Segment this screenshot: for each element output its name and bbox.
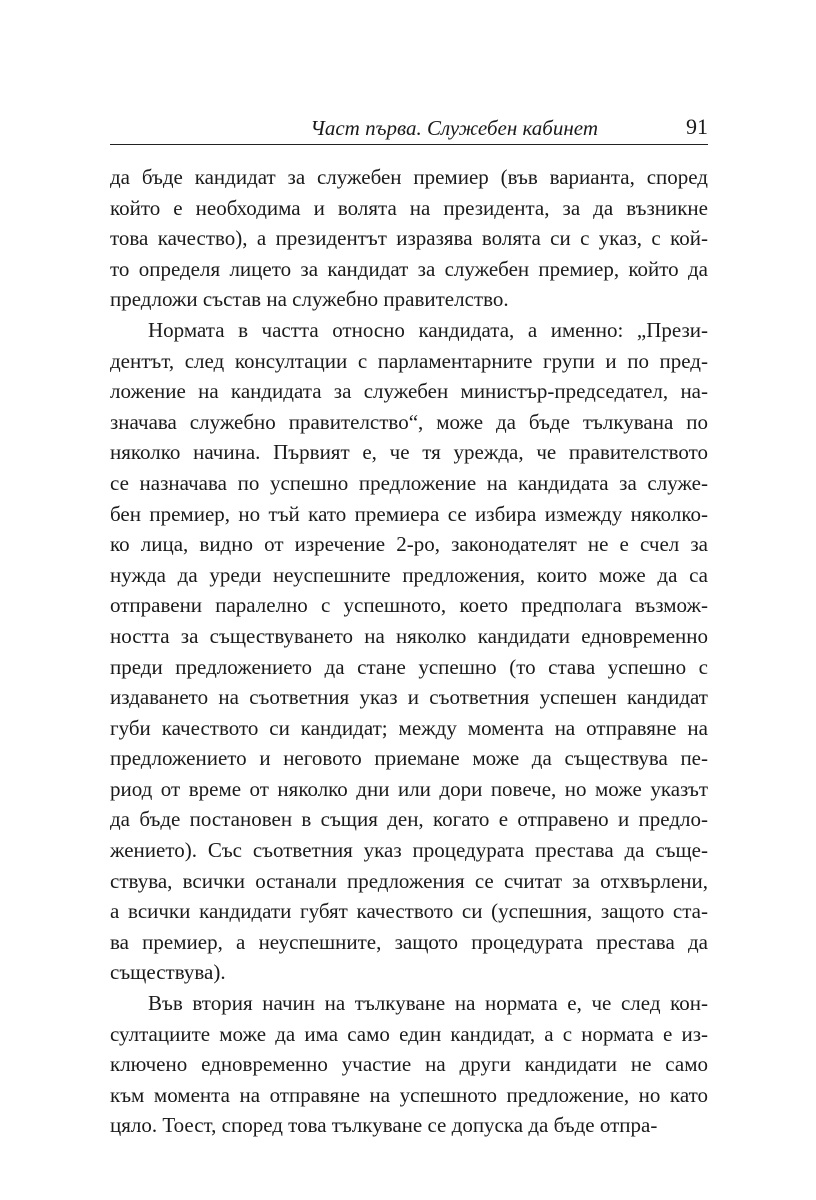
- text-line: отправени паралелно с успешното, което предполага възмож-: [110, 593, 708, 618]
- text-line: жението). Със съответния указ процедурата престава да съще-: [110, 838, 708, 863]
- text-line: цяло. Тоест, според това тълкуване се допуска да бъде отпра-: [110, 1113, 658, 1138]
- text-line: султациите може да има само един кандидат, а с нормата е из-: [110, 1021, 708, 1046]
- text-line: значава служебно правителство“, може да бъде тълкувана по: [110, 409, 708, 434]
- text-line: ствува, всички останали предложения се считат за отхвърлени,: [110, 868, 708, 893]
- text-line: издаването на съответния указ и съответния успешен кандидат: [110, 685, 708, 710]
- running-header: [110, 112, 708, 145]
- text-line: към момента на отправяне на успешното предложение, но като: [110, 1082, 708, 1107]
- text-line: ключено едновременно участие на други кандидати не само: [110, 1052, 708, 1077]
- text-line: а всички кандидати губят качеството си (успешния, защото ста-: [110, 899, 708, 924]
- text-line: няколко начина. Първият е, че тя урежда, че правителството: [110, 440, 708, 465]
- text-line: дентът, след консултации с парламентарните групи и по пред-: [110, 348, 708, 373]
- text-line: да бъде кандидат за служебен премиер (във варианта, според: [110, 165, 708, 189]
- text-line: съществува).: [110, 960, 226, 985]
- text-line: това качество), а президентът изразява волята си с указ, с кой-: [110, 226, 708, 251]
- body-text: [110, 162, 708, 1141]
- text-line: риод от време от няколко дни или дори повече, но може указът: [110, 776, 708, 801]
- text-line: предложението и неговото приемане може да съществува пе-: [110, 746, 708, 771]
- paragraph-2: [110, 315, 708, 988]
- text-line: преди предложението да стане успешно (то става успешно с: [110, 654, 708, 679]
- text-line: то определя лицето за кандидат за служебен премиер, който да: [110, 256, 708, 281]
- text-line: ва премиер, а неуспешните, защото процедурата престава да: [110, 929, 708, 954]
- text-line: Във втория начин на тълкуване на нормата е, че след кон-: [148, 991, 708, 1016]
- text-line: ността за съществуването на няколко кандидати едновременно: [110, 623, 708, 648]
- text-line: губи качеството си кандидат; между момента на отправяне на: [110, 715, 708, 740]
- text-line: бен премиер, но тъй като премиера се избира измежду няколко-: [110, 501, 708, 526]
- text-line: ко лица, видно от изречение 2-ро, законодателят не е счел за: [110, 532, 708, 557]
- text-line: нужда да уреди неуспешните предложения, които може да са: [110, 562, 708, 587]
- text-line: се назначава по успешно предложение на кандидата за служе-: [110, 470, 708, 495]
- text-line: който е необходима и волята на президента, за да възникне: [110, 195, 708, 220]
- paragraph-1: [110, 162, 708, 315]
- text-line: предложи състав на служебно правителство.: [110, 287, 509, 312]
- text-line: Нормата в частта относно кандидата, а именно: „Прези-: [148, 317, 708, 342]
- paragraph-3: [110, 988, 708, 1141]
- text-line: да бъде постановен в същия ден, когато е отправено и предло-: [110, 807, 708, 832]
- text-line: ложение на кандидата за служебен министър-председател, на-: [110, 379, 708, 404]
- page-number: 91: [686, 114, 708, 139]
- running-title: Част първа. Служебен кабинет: [310, 116, 598, 140]
